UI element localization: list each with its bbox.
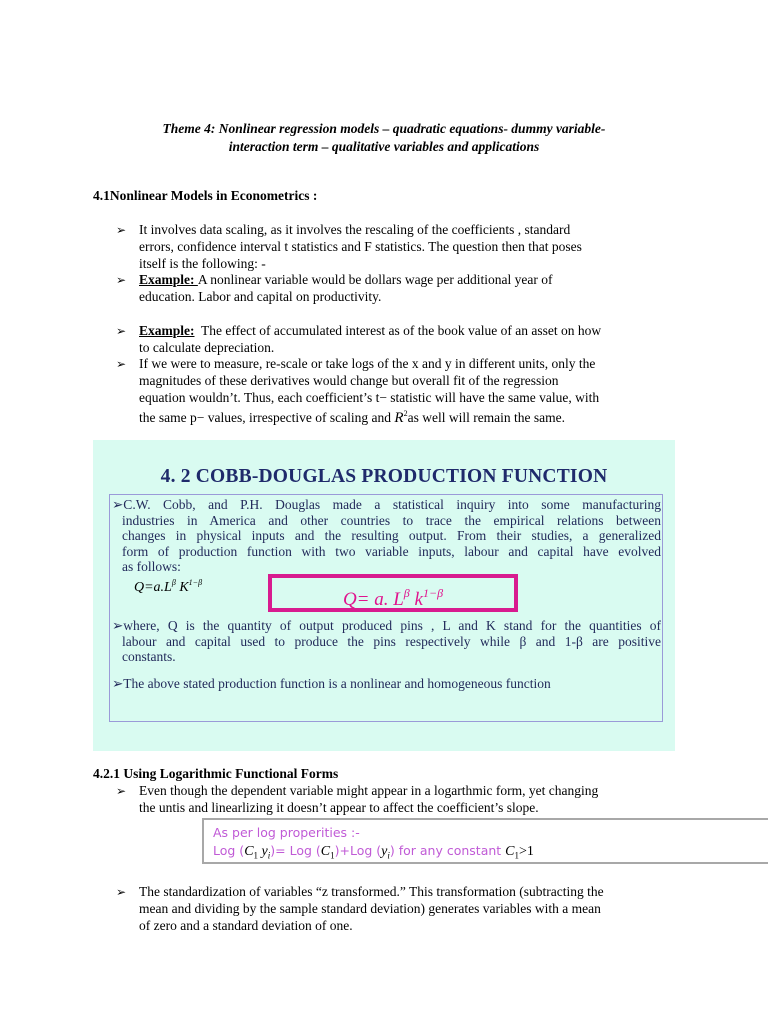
math-var: y <box>258 844 268 859</box>
bullet-example-interest <box>116 323 676 357</box>
formula-text: k <box>409 589 423 610</box>
text-span: as well will remain the same. <box>407 410 566 426</box>
formula-text: Log ( <box>213 843 245 858</box>
subscript: i <box>267 850 271 861</box>
cobb-douglas-intro <box>112 497 661 575</box>
formula-text: )+Log ( <box>334 843 382 858</box>
bullet-arrow-icon: ➢ <box>116 784 127 798</box>
page-title <box>100 120 668 156</box>
r-squared-symbol: R <box>394 410 404 427</box>
subscript: 1 <box>330 850 335 861</box>
text-line: of zero and a standard deviation of one. <box>139 917 353 933</box>
formula-small <box>134 578 202 596</box>
formula-big <box>342 586 444 610</box>
formula-highlight-box <box>268 574 518 612</box>
text-line: If we were to measure, re-scale or take logs of the x and y in different units, only the <box>139 356 596 371</box>
text-line: The standardization of variables “z transformed.” This transformation (subtracting the <box>139 884 604 899</box>
bullet-standardization <box>116 884 676 934</box>
cobb-douglas-title: 4. 2 COBB-DOUGLAS PRODUCTION FUNCTION <box>160 466 608 487</box>
superscript: 1−β <box>422 586 444 600</box>
text-line: mean and dividing by the sample standard deviation) generates variables with a mean <box>139 900 601 916</box>
text-line: itself is the following: - <box>139 255 266 271</box>
text-line: to calculate depreciation. <box>139 339 275 355</box>
text-line: changes in physical inputs and the resulting output. From their studies, a generalized <box>122 528 661 544</box>
text-line: Even though the dependent variable might appear in a logarthmic form, yet changing <box>139 783 599 798</box>
cobb-douglas-definitions <box>112 618 661 665</box>
formula-text: ) for any constant <box>389 843 506 858</box>
log-properties-heading: As per log properities :- <box>213 825 360 840</box>
example-label: Example: <box>139 272 198 287</box>
log-properties-formula <box>213 843 534 861</box>
example-label: Example: <box>139 323 195 338</box>
text-line: errors, confidence interval t statistics and F statistics. The question then that poses <box>139 238 582 254</box>
text-span: the same p− values, irrespective of scaling and <box>139 410 395 426</box>
text-line: form of production function with two variable inputs, labour and capital have evolved <box>122 543 661 559</box>
math-var: C <box>244 844 254 859</box>
section-heading-4-1: 4.1Nonlinear Models in Econometrics : <box>93 188 318 203</box>
bullet-arrow-icon: ➢ <box>116 223 127 237</box>
bullet-measure-rescale <box>116 356 676 427</box>
subscript: 1 <box>253 850 259 861</box>
text-line: labour and capital used to produce the pins respectively while β and 1-β are positive <box>122 633 661 649</box>
text-line: the untis and linearlizing it doesn’t appear to affect the coefficient’s slope. <box>139 799 539 815</box>
bullet-arrow-icon: ➢ <box>116 324 127 338</box>
math-var: C <box>320 844 331 859</box>
formula-text: Q= a. L <box>342 589 404 610</box>
superscript: β <box>403 586 410 600</box>
formula-text: K <box>175 580 189 595</box>
subscript: i <box>387 850 390 861</box>
cobb-douglas-nonlinear-note: ➢The above stated production function is a nonlinear and homogeneous function <box>112 676 551 691</box>
superscript: 2 <box>403 409 408 419</box>
bullet-data-scaling <box>116 222 676 272</box>
text-line: constants. <box>122 649 176 665</box>
title-line-2: interaction term – qualitative variables and applications <box>228 139 540 154</box>
text-line: It involves data scaling, as it involves the rescaling of the coefficients , standard <box>139 222 571 237</box>
text-span: The effect of accumulated interest as of the book value of an asset on how <box>201 323 602 338</box>
bullet-arrow-icon: ➢ <box>116 885 127 899</box>
math-var: C <box>505 844 515 859</box>
text-line: ➢C.W. Cobb, and P.H. Douglas made a statistical inquiry into some manufacturing <box>112 497 661 512</box>
bullet-arrow-icon: ➢ <box>116 357 127 371</box>
title-line-1: Theme 4: Nonlinear regression models – quadratic equations- dummy variable- <box>162 121 606 136</box>
bullet-log-form <box>116 783 676 817</box>
section-heading-4-2-1: 4.2.1 Using Logarithmic Functional Forms <box>93 766 339 781</box>
superscript: β <box>171 578 176 587</box>
formula-text: )= Log ( <box>270 843 321 858</box>
math-var: y <box>381 844 388 859</box>
bullet-example-wage <box>116 272 676 306</box>
text-span: A nonlinear variable would be dollars wage per additional year of <box>197 272 553 287</box>
formula-text: Q=a.L <box>134 580 172 595</box>
bullet-arrow-icon: ➢ <box>116 273 127 287</box>
log-properties-box <box>202 818 768 864</box>
text-line: equation wouldn’t. Thus, each coefficient’s t− statistic will have the same value, with <box>139 389 600 405</box>
text-line: magnitudes of these derivatives would change but overall fit of the regression <box>139 372 559 388</box>
superscript: 1−β <box>188 578 203 587</box>
text-line: education. Labor and capital on productivity. <box>139 288 382 304</box>
text-line: ➢where, Q is the quantity of output produced pins , L and K stand for the quantities of <box>112 618 661 633</box>
subscript: 1 <box>514 850 520 861</box>
math-text: >1 <box>519 844 534 859</box>
text-line: as follows: <box>122 559 181 575</box>
text-line: industries in America and other countries to trace the empirical relations between <box>122 512 661 528</box>
